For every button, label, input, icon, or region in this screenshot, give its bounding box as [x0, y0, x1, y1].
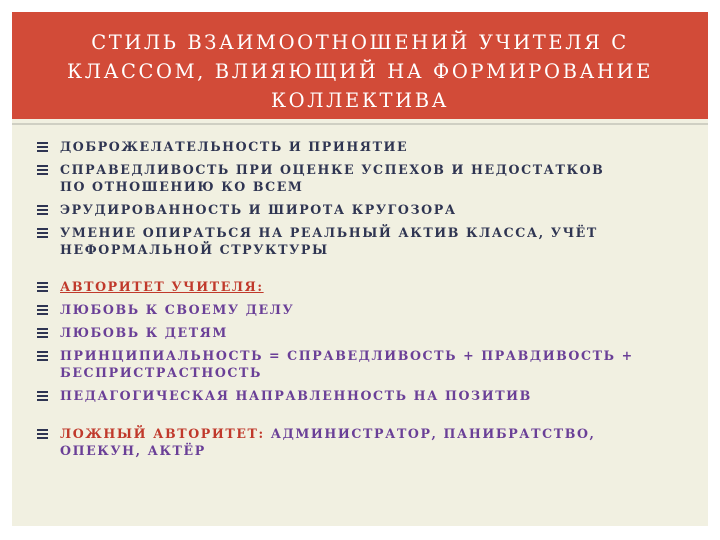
slide-title-line: СТИЛЬ ВЗАИМООТНОШЕНИЙ УЧИТЕЛЯ С	[91, 31, 629, 54]
item-text-line: БЕСПРИСТРАСТНОСТЬ	[60, 365, 263, 380]
authority-title: АВТОРИТЕТ УЧИТЕЛЯ:	[60, 279, 264, 294]
item-text-line: СПРАВЕДЛИВОСТЬ ПРИ ОЦЕНКЕ УСПЕХОВ И НЕДОСТАТКОВ	[60, 162, 605, 177]
list-item	[37, 161, 687, 195]
divider	[12, 123, 708, 125]
list-item-authority-title	[37, 278, 687, 295]
slide-title	[12, 28, 708, 115]
triple-line-bullet-icon	[37, 281, 48, 292]
slide-title-line: КЛАССОМ, ВЛИЯЮЩИЙ НА ФОРМИРОВАНИЕ	[67, 60, 653, 83]
list-item	[37, 387, 687, 404]
item-text-line: ОПЕКУН, АКТЁР	[60, 443, 206, 458]
list-item	[37, 324, 687, 341]
item-text-line: ПРИНЦИПИАЛЬНОСТЬ = СПРАВЕДЛИВОСТЬ + ПРАВДИВОСТЬ +	[60, 348, 634, 363]
item-text-line: УМЕНИЕ ОПИРАТЬСЯ НА РЕАЛЬНЫЙ АКТИВ КЛАССА, УЧЁТ	[60, 225, 598, 240]
triple-line-bullet-icon	[37, 204, 48, 215]
triple-line-bullet-icon	[37, 141, 48, 152]
triple-line-bullet-icon	[37, 304, 48, 315]
triple-line-bullet-icon	[37, 350, 48, 361]
false-authority-label: ЛОЖНЫЙ АВТОРИТЕТ:	[60, 426, 265, 441]
slide-title-line: КОЛЛЕКТИВА	[270, 89, 450, 112]
item-text-line: ЛЮБОВЬ К СВОЕМУ ДЕЛУ	[60, 302, 295, 317]
triple-line-bullet-icon	[37, 428, 48, 439]
false-authority-text: АДМИНИСТРАТОР, ПАНИБРАТСТВО,	[264, 426, 596, 441]
triple-line-bullet-icon	[37, 227, 48, 238]
triple-line-bullet-icon	[37, 327, 48, 338]
list-item	[37, 224, 687, 258]
item-text-line	[60, 425, 687, 442]
item-text-line: ЭРУДИРОВАННОСТЬ И ШИРОТА КРУГОЗОРА	[60, 202, 457, 217]
item-text-line: ДОБРОЖЕЛАТЕЛЬНОСТЬ И ПРИНЯТИЕ	[60, 139, 409, 154]
item-text-line: ПЕДАГОГИЧЕСКАЯ НАПРАВЛЕННОСТЬ НА ПОЗИТИВ	[60, 388, 532, 403]
list-item	[37, 347, 687, 381]
slide	[12, 12, 708, 526]
list-item	[37, 138, 687, 155]
list-item-false-authority	[37, 425, 687, 459]
list-item	[37, 301, 687, 318]
title-bar	[12, 12, 708, 119]
content-list	[37, 138, 687, 459]
item-text-line: ПО ОТНОШЕНИЮ КО ВСЕМ	[60, 179, 304, 194]
item-text-line: НЕФОРМАЛЬНОЙ СТРУКТУРЫ	[60, 242, 329, 257]
triple-line-bullet-icon	[37, 390, 48, 401]
triple-line-bullet-icon	[37, 164, 48, 175]
list-item	[37, 201, 687, 218]
item-text-line: ЛЮБОВЬ К ДЕТЯМ	[60, 325, 228, 340]
